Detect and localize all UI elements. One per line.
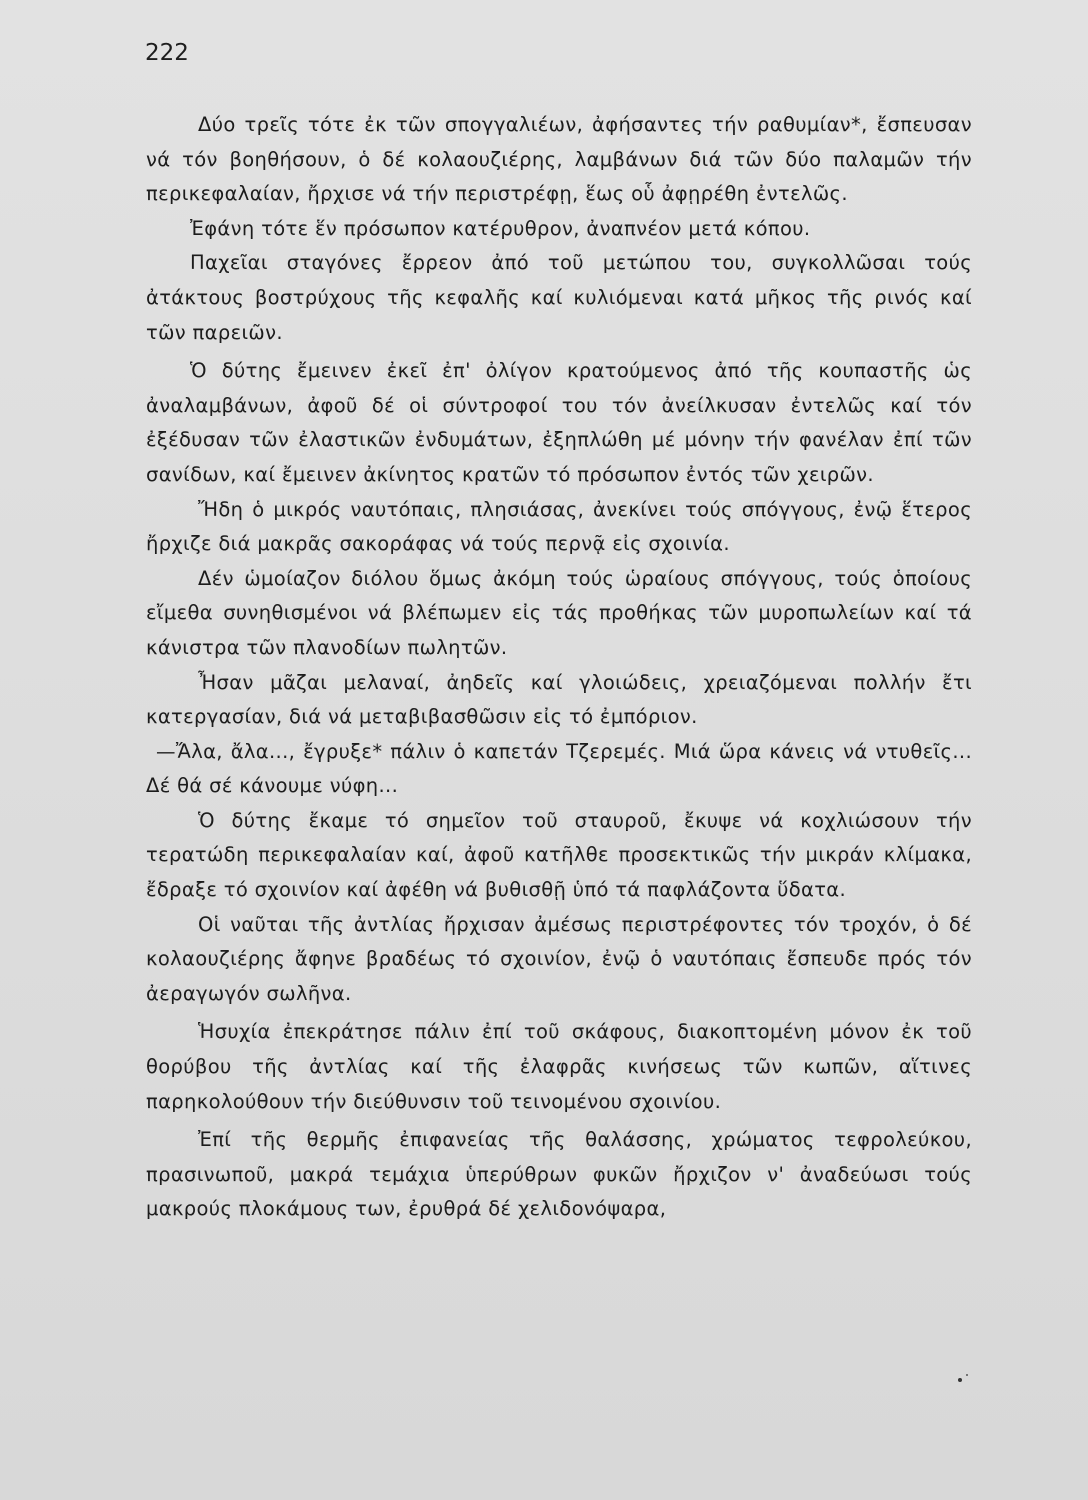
paragraph: Οἱ ναῦται τῆς ἀντλίας ἤρχισαν ἀμέσως περιστρέφοντες τόν τροχόν, ὁ δέ κολαουζιέρης ἄφηνε βραδέως τό σχοινίον, ἐνῷ ὁ ναυτόπαις ἔσπευδε πρός τόν ἀεραγωγόν σωλῆνα.: [146, 912, 972, 1005]
paragraph: Ἐφάνη τότε ἕν πρόσωπον κατέρυθρον, ἀναπνέον μετά κόπου.: [190, 216, 811, 240]
paragraph: Ἐπί τῆς θερμῆς ἐπιφανείας τῆς θαλάσσης, χρώματος τεφρολεύκου, πρασινωποῦ, μακρά τεμάχια ὑπερύθρων φυκῶν ἤρχιζον ν' ἀναδεύωσι τούς μακρούς πλοκάμους των, ἐρυθρά δέ χελιδονόψαρα,: [146, 1128, 972, 1221]
ink-speck: [966, 1374, 968, 1376]
paragraph: Ὁ δύτης ἔμεινεν ἐκεῖ ἐπ' ὀλίγον κρατούμενος ἀπό τῆς κουπαστῆς ὡς ἀναλαμβάνων, ἀφοῦ δέ οἱ σύντροφοί του τόν ἀνείλκυσαν ἐντελῶς καί τόν ἐξέδυσαν τῶν ἐλαστικῶν ἐνδυμάτων, ἐξηπλώθη μέ μόνην τήν φανέλαν ἐπί τῶν σανίδων, καί ἔμεινεν ἀκίνητος κρατῶν τό πρόσωπον ἐντός τῶν χειρῶν.: [146, 359, 972, 486]
body-text: [146, 108, 972, 1227]
paragraph: Δύο τρεῖς τότε ἐκ τῶν σπογγαλιέων, ἀφήσαντες τήν ραθυμίαν*, ἔσπευσαν νά τόν βοηθήσουν, ὁ δέ κολαουζιέρης, λαμβάνων διά τῶν δύο παλαμῶν τήν περικεφαλαίαν, ἤρχισε νά τήν περιστρέφῃ, ἕως οὗ ἀφῃρέθη ἐντελῶς.: [146, 113, 972, 206]
paragraph: Ἦσαν μᾶζαι μελαναί, ἀηδεῖς καί γλοιώδεις, χρειαζόμεναι πολλήν ἔτι κατεργασίαν, διά νά μεταβιβασθῶσιν εἰς τό ἐμπόριον.: [146, 670, 972, 729]
paragraph: Ἤδη ὁ μικρός ναυτόπαις, πλησιάσας, ἀνεκίνει τούς σπόγγους, ἐνῷ ἕτερος ἤρχιζε διά μακρᾶς σακοράφας νά τούς περνᾷ εἰς σχοινία.: [146, 497, 972, 556]
paragraph: Ἡσυχία ἐπεκράτησε πάλιν ἐπί τοῦ σκάφους, διακοπτομένη μόνον ἐκ τοῦ θορύβου τῆς ἀντλίας καί τῆς ἐλαφρᾶς κινήσεως τῶν κωπῶν, αἵτινες παρηκολούθουν τήν διεύθυνσιν τοῦ τεινομένου σχοινίου.: [146, 1020, 972, 1113]
paragraph: Ὁ δύτης ἔκαμε τό σημεῖον τοῦ σταυροῦ, ἔκυψε νά κοχλιώσουν τήν τερατώδη περικεφαλαίαν καί, ἀφοῦ κατῆλθε προσεκτικῶς τήν μικράν κλίμακα, ἔδραξε τό σχοινίον καί ἀφέθη νά βυθισθῇ ὑπό τά παφλάζοντα ὕδατα.: [146, 808, 972, 902]
page-number: 222: [145, 40, 189, 66]
paragraph: —Ἄλα, ἄλα..., ἔγρυξε* πάλιν ὁ καπετάν Τζερεμές. Μιά ὥρα κάνεις νά ντυθεῖς... Δέ θά σέ κάνουμε νύφη...: [146, 739, 972, 798]
paragraph: Δέν ὡμοίαζον διόλου ὅμως ἀκόμη τούς ὡραίους σπόγγους, τούς ὁποίους εἴμεθα συνηθισμένοι νά βλέπωμεν εἰς τάς προθήκας τῶν μυροπωλείων καί τά κάνιστρα τῶν πλανοδίων πωλητῶν.: [146, 566, 972, 659]
ink-speck: [958, 1378, 962, 1382]
paragraph: Παχεῖαι σταγόνες ἔρρεον ἀπό τοῦ μετώπου του, συγκολλῶσαι τούς ἀτάκτους βοστρύχους τῆς κεφαλῆς καί κυλιόμεναι κατά μῆκος τῆς ρινός καί τῶν παρειῶν.: [146, 251, 972, 344]
